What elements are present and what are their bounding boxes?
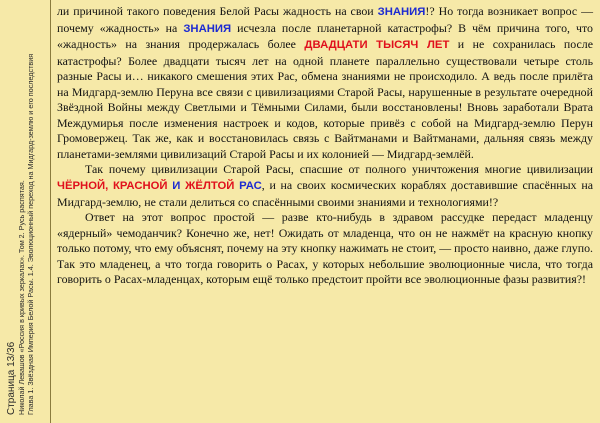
- highlight-yellow: ЖЁЛТОЙ: [185, 180, 235, 193]
- chapter-line: Глава 1. Звёздная Империя Белой Расы. 1.4. Эволюционный переход на Мидгард-землю и его последствия: [26, 53, 35, 415]
- text-run: и не сохранилась после катастрофы? Более двадцати тысяч лет на одной планете параллельно существовали четыре столь разные Расы и… никакого смешения этих Рас, обмена знаниями не происходило. А ведь после прилёта на Мидгард-землю Перуна все связи с цивилизациями Старой Расы, нарушенные в результате очередной Звёздной Войны между Светлыми и Тёмными Силами, были восстановлены! Вновь заработали Врата Междумирья после изменения настроек и кодов, которые привёз с собой на Мидгард-землю Перун Громовержец. Так же, как и восстановилась связь с Вайтманами и Вайтманами, дальняя связь между планетами-землями цивилизаций Старой Расы и их колонией — Мидгард-землёй.: [57, 37, 593, 161]
- side-header-row-1: [6, 8, 17, 415]
- highlight-ras: РАС: [239, 180, 262, 193]
- paragraph-2: [57, 162, 593, 210]
- highlight-twenty-thousand-years: ДВАДЦАТИ ТЫСЯЧ ЛЕТ: [304, 39, 450, 52]
- highlight-znaniya-2: ЗНАНИЯ: [183, 22, 232, 35]
- text-run: исчезла после планетарной катастрофы? В чём причина того, что «жадность» на знания продержалась более: [57, 20, 593, 52]
- paragraph-3: Ответ на этот вопрос простой — разве кто-нибудь в здравом рассудке передаст младенцу «ядерный» чемоданчик? Конечно же, нет! Ожидать от младенца, что он не нажмёт на красную кнопку только потому, что ему объяснят, почему на эту кнопку нажимать не стоит, — просто наивно, даже глупо. Так это младенец, а что тогда говорить о Расах, у которых небольшие эволюционные числа, что тогда говорить о Расах-младенцах, которым ещё только предстоит пройти все эволюционные фазы развития?!: [57, 210, 593, 287]
- text-run: !? Но тогда возникает вопрос — почему «жадность» на: [57, 4, 593, 35]
- highlight-black: ЧЁРНОЙ: [57, 180, 106, 193]
- text-run: , и на своих космических кораблях доставившие спасённых на Мидгард-землю, не стали делиться со спасёнными своими знаниями и технологиями!?: [57, 178, 593, 209]
- highlight-and: И: [172, 180, 181, 193]
- highlight-red: КРАСНОЙ: [113, 180, 168, 193]
- paragraph-1: [57, 4, 593, 162]
- highlight-comma: ,: [105, 180, 109, 193]
- side-header-text: [0, 0, 50, 423]
- side-header: [0, 0, 51, 423]
- text-run: ли причиной такого поведения Белой Расы жадность на свои: [57, 4, 378, 18]
- text-run: Так почему цивилизации Старой Расы, спасшие от полного уничтожения многие цивилизации: [85, 162, 593, 177]
- page-number: Страница 13/36: [6, 341, 17, 415]
- highlight-znaniya-1: ЗНАНИЯ: [377, 6, 426, 18]
- main-text: [57, 4, 593, 419]
- book-title-line: Николай Левашов «Россия в кривых зеркалах». Том 2. Русь распятая.: [17, 180, 26, 415]
